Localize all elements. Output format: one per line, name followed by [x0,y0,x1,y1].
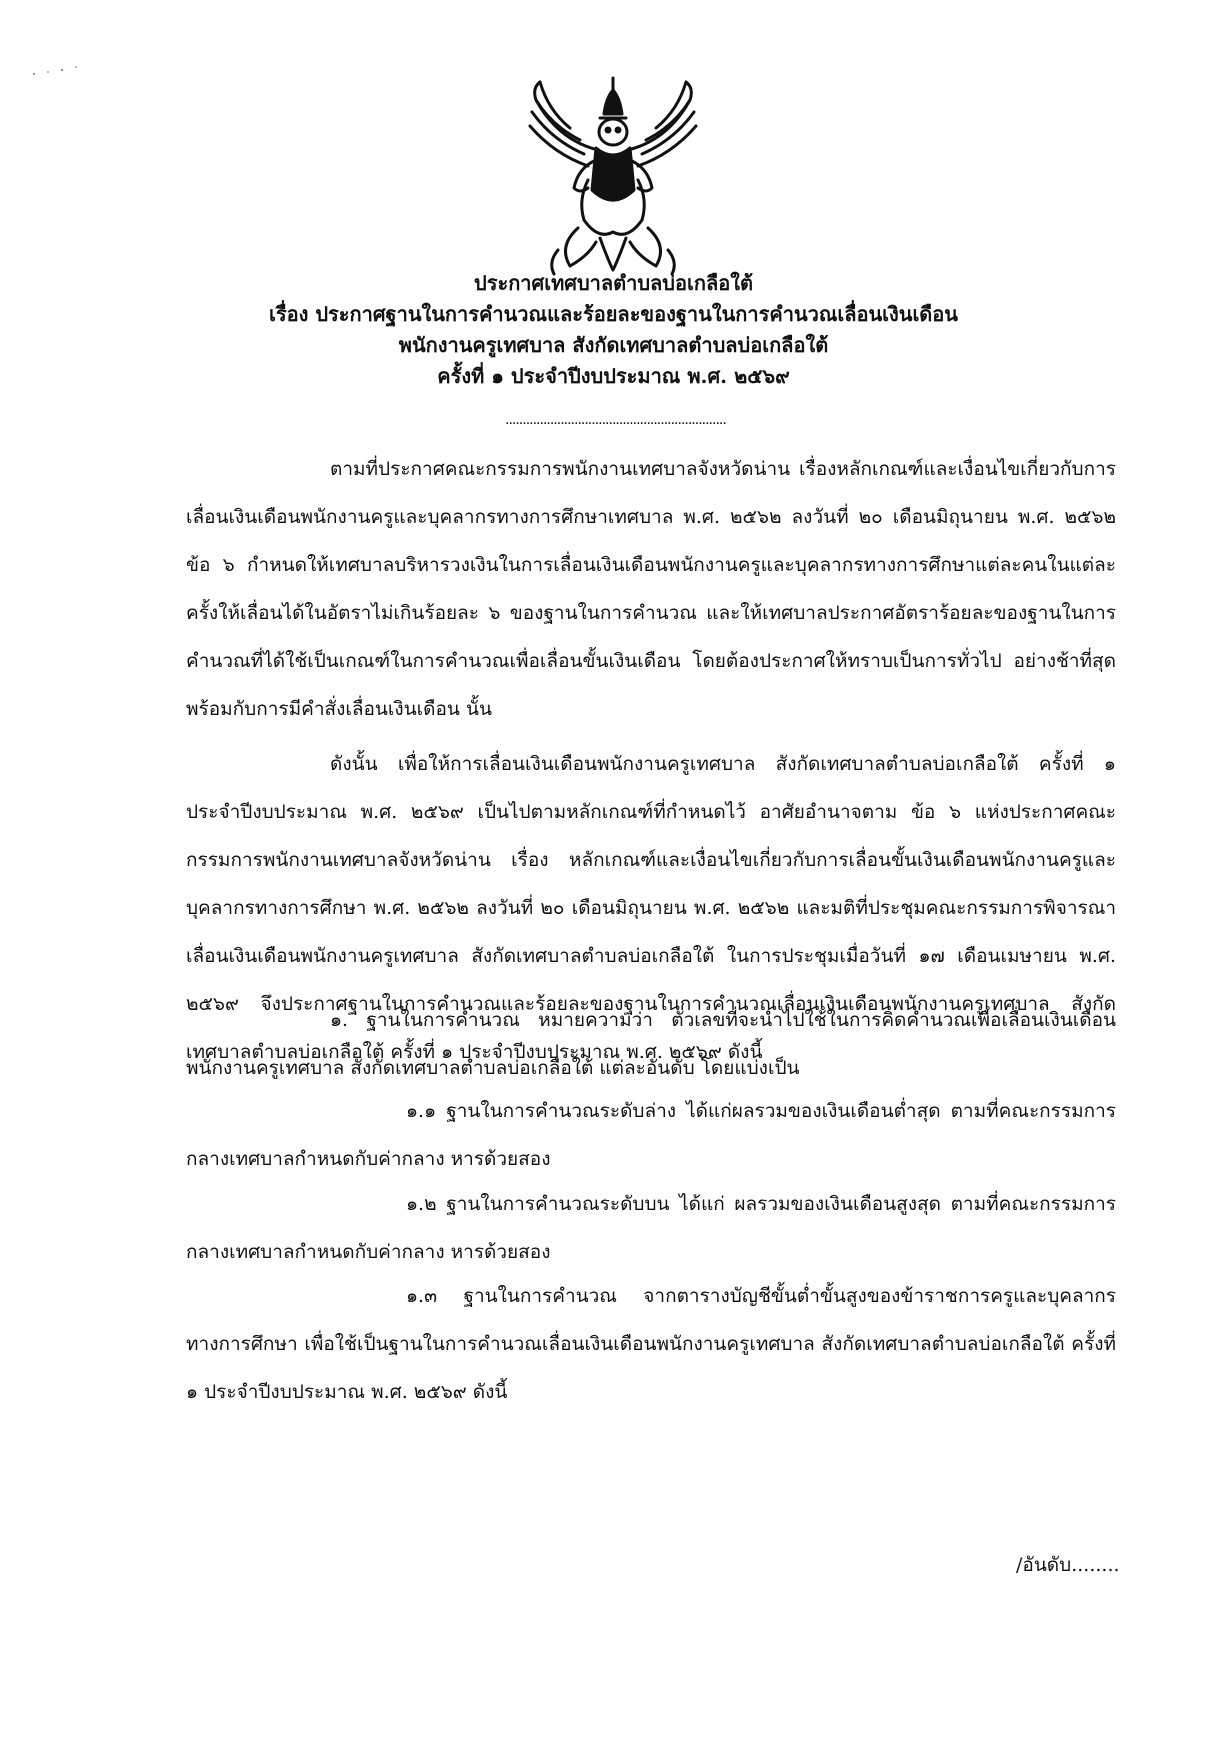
subitem: ๑.๒ ฐานในการคำนวณระดับบน ได้แก่ ผลรวมของเงินเดือนสูงสุด ตามที่คณะกรรมการกลางเทศบาลกำหนดกับค่ากลาง หารด้วยสอง [186,1193,1116,1263]
paragraph-1 [186,445,1116,733]
page-continuation: /อันดับ........ [1016,1554,1120,1576]
garuda-emblem-icon [518,70,708,280]
subitem-1-1 [186,1087,1116,1183]
body-paragraph: ๑. ฐานในการคำนวณ หมายความว่า ตัวเลขที่จะนำไปใช้ในการคิดคำนวณเพื่อเลื่อนเงินเดือนพนักงานครูเทศบาล สังกัดเทศบาลตำบลบ่อเกลือใต้ แต่ละอันดับ โดยแบ่งเป็น [186,1009,1116,1079]
header-separator: ................................................................ [505,412,726,428]
round-fiscal-year: ครั้งที่ ๑ ประจำปีงบประมาณ พ.ศ. ๒๕๖๙ [437,364,790,388]
subitem-1-3 [186,1272,1116,1416]
subitem: ๑.๑ ฐานในการคำนวณระดับล่าง ได้แก่ผลรวมของเงินเดือนต่ำสุด ตามที่คณะกรรมการกลางเทศบาลกำหนดกับค่ากลาง หารด้วยสอง [186,1100,1116,1170]
issuer-title: ประกาศเทศบาลตำบลบ่อเกลือใต้ [474,271,753,295]
subject-line: เรื่อง ประกาศฐานในการคำนวณและร้อยละของฐานในการคำนวณเลื่อนเงินเดือน [269,302,958,326]
body-paragraph: ตามที่ประกาศคณะกรรมการพนักงานเทศบาลจังหวัดน่าน เรื่องหลักเกณฑ์และเงื่อนไขเกี่ยวกับการเลื่อนเงินเดือนพนักงานครูและบุคลากรทางการศึกษาเทศบาล พ.ศ. ๒๕๖๒ ลงวันที่ ๒๐ เดือนมิถุนายน พ.ศ. ๒๕๖๒ ข้อ ๖ กำหนดให้เทศบาลบริหารวงเงินในการเลื่อนเงินเดือนพนักงานครูและบุคลากรทางการศึกษาแต่ละคนในแต่ละครั้งให้เลื่อนได้ในอัตราไม่เกินร้อยละ ๖ ของฐานในการคำนวณ และให้เทศบาลประกาศอัตราร้อยละของฐานในการคำนวณที่ได้ใช้เป็นเกณฑ์ในการคำนวณเพื่อเลื่อนขั้นเงินเดือน โดยต้องประกาศให้ทราบเป็นการทั่วไป อย่างช้าที่สุดพร้อมกับการมีคำสั่งเลื่อนเงินเดือน นั้น [186,458,1116,720]
subject-line-2: พนักงานครูเทศบาล สังกัดเทศบาลตำบลบ่อเกลือใต้ [398,333,829,357]
body-paragraph: ดังนั้น เพื่อให้การเลื่อนเงินเดือนพนักงานครูเทศบาล สังกัดเทศบาลตำบลบ่อเกลือใต้ ครั้งที่ ๑ ประจำปีงบประมาณ พ.ศ. ๒๕๖๙ เป็นไปตามหลักเกณฑ์ที่กำหนดไว้ อาศัยอำนาจตาม ข้อ ๖ แห่งประกาศคณะกรรมการพนักงานเทศบาลจังหวัดน่าน เรื่อง หลักเกณฑ์และเงื่อนไขเกี่ยวกับการเลื่อนขั้นเงินเดือนพนักงานครูและบุคลากรทางการศึกษา พ.ศ. ๒๕๖๒ ลงวันที่ ๒๐ เดือนมิถุนายน พ.ศ. ๒๕๖๒ และมติที่ประชุมคณะกรรมการพิจารณาเลื่อนเงินเดือนพนักงานครูเทศบาล สังกัดเทศบาลตำบลบ่อเกลือใต้ ในการประชุมเมื่อวันที่ ๑๗ เดือนเมษายน พ.ศ. ๒๕๖๙ จึงประกาศฐานในการคำนวณและร้อยละของฐานในการคำนวณเลื่อนเงินเดือนพนักงานครูเทศบาล สังกัดเทศบาลตำบลบ่อเกลือใต้ ครั้งที่ ๑ ประจำปีงบประมาณ พ.ศ. ๒๕๖๙ ดังนี้ [186,753,1116,1063]
announcement-header [180,268,1047,392]
subitem: ๑.๓ ฐานในการคำนวณ จากตารางบัญชีขั้นต่ำขั้นสูงของข้าราชการครูและบุคลากรทางการศึกษา เพื่อใช้เป็นฐานในการคำนวณเลื่อนเงินเดือนพนักงานครูเทศบาล สังกัดเทศบาลตำบลบ่อเกลือใต้ ครั้งที่ ๑ ประจำปีงบประมาณ พ.ศ. ๒๕๖๙ ดังนี้ [186,1285,1116,1403]
paragraph-3 [186,996,1116,1092]
subitem-1-2 [186,1180,1116,1276]
scan-speck-icon [28,62,88,82]
